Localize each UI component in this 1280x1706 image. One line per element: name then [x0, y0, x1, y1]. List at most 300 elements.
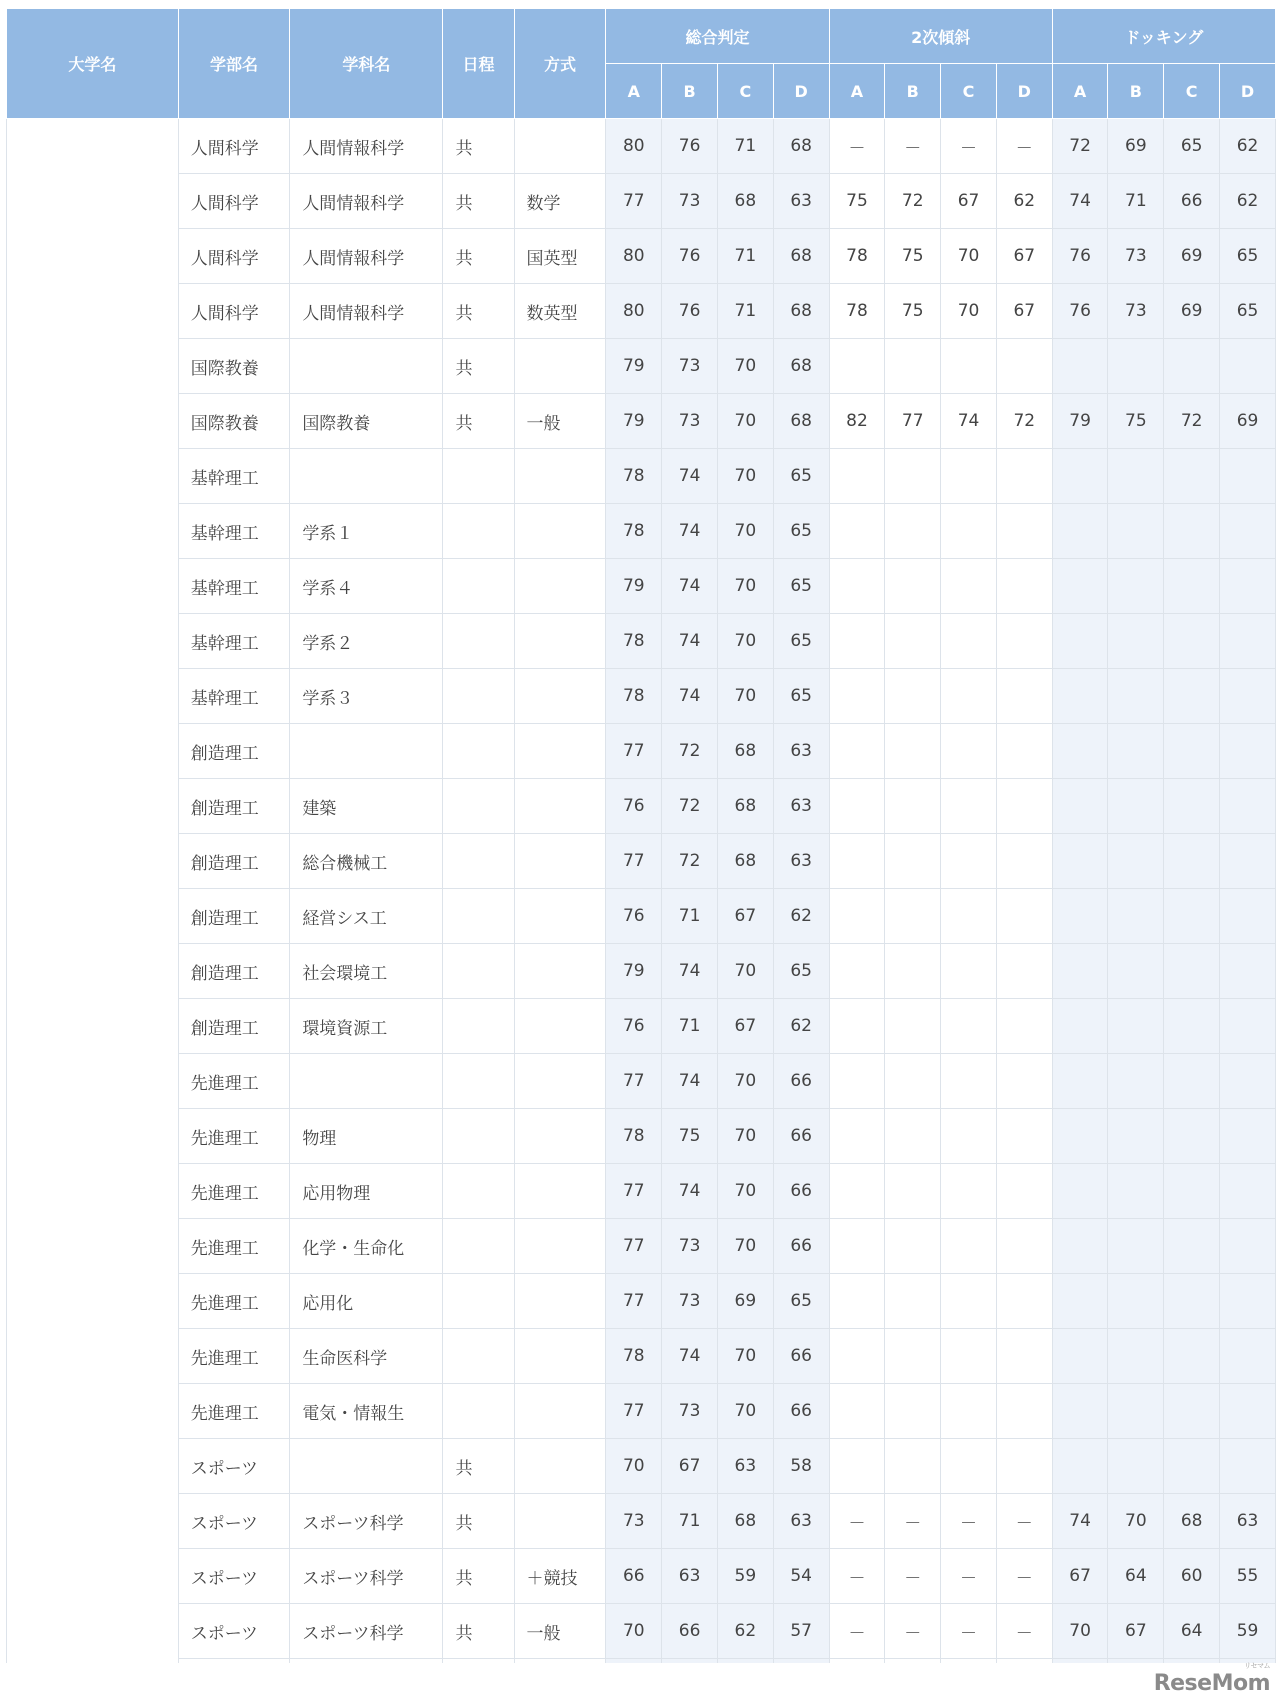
header-grade: B — [885, 64, 941, 119]
secondary-score-cell — [885, 1164, 941, 1219]
table-row — [7, 394, 1276, 449]
docking-score-cell: 62 — [1220, 119, 1276, 174]
total-score-cell: 63 — [773, 834, 829, 889]
method-cell — [514, 449, 606, 504]
total-score-cell: 65 — [773, 449, 829, 504]
secondary-score-cell — [996, 1054, 1052, 1109]
docking-score-cell — [1220, 834, 1276, 889]
docking-score-cell — [1108, 614, 1164, 669]
schedule-cell: 共 — [443, 284, 514, 339]
secondary-score-cell — [885, 1109, 941, 1164]
faculty-cell: 先進理工 — [178, 1164, 290, 1219]
schedule-cell — [443, 1109, 514, 1164]
docking-score-cell — [1220, 559, 1276, 614]
secondary-score-cell: 77 — [885, 394, 941, 449]
secondary-score-cell — [885, 669, 941, 724]
secondary-score-cell — [996, 449, 1052, 504]
table-row — [7, 1164, 1276, 1219]
docking-score-cell: 71 — [1108, 174, 1164, 229]
schedule-cell: 共 — [443, 229, 514, 284]
secondary-score-cell — [996, 724, 1052, 779]
total-score-cell: 71 — [717, 284, 773, 339]
total-score-cell: 66 — [773, 1384, 829, 1439]
secondary-score-cell — [885, 1439, 941, 1494]
docking-score-cell — [1052, 1164, 1108, 1219]
total-score-cell: 74 — [662, 1329, 718, 1384]
docking-score-cell: 79 — [1052, 394, 1108, 449]
docking-score-cell — [1220, 1109, 1276, 1164]
department-cell: スポーツ科学 — [290, 1494, 443, 1549]
faculty-cell: 先進理工 — [178, 1219, 290, 1274]
schedule-cell — [443, 724, 514, 779]
docking-score-cell: 70 — [1108, 1494, 1164, 1549]
table-row — [7, 1384, 1276, 1439]
table-header — [7, 9, 1276, 119]
empty-cell — [996, 1659, 1052, 1664]
secondary-score-cell: 72 — [885, 174, 941, 229]
docking-score-cell — [1164, 1164, 1220, 1219]
empty-cell — [1108, 1659, 1164, 1664]
header-faculty: 学部名 — [178, 9, 290, 119]
secondary-score-cell: 78 — [829, 284, 885, 339]
secondary-score-cell — [996, 1384, 1052, 1439]
schedule-cell: 共 — [443, 339, 514, 394]
secondary-score-cell — [941, 559, 997, 614]
docking-score-cell — [1052, 889, 1108, 944]
secondary-score-cell: 75 — [885, 229, 941, 284]
method-cell: 数英型 — [514, 284, 606, 339]
docking-score-cell: 60 — [1164, 1549, 1220, 1604]
total-score-cell: 66 — [606, 1549, 662, 1604]
docking-score-cell — [1164, 559, 1220, 614]
faculty-cell: 人間科学 — [178, 229, 290, 284]
department-cell: 物理 — [290, 1109, 443, 1164]
faculty-cell: 先進理工 — [178, 1329, 290, 1384]
table-row — [7, 1054, 1276, 1109]
total-score-cell: 72 — [662, 834, 718, 889]
total-score-cell: 67 — [717, 999, 773, 1054]
secondary-score-cell — [885, 889, 941, 944]
docking-score-cell — [1108, 1054, 1164, 1109]
total-score-cell: 79 — [606, 394, 662, 449]
secondary-score-cell — [829, 1329, 885, 1384]
table-row — [7, 1549, 1276, 1604]
method-cell — [514, 559, 606, 614]
docking-score-cell — [1164, 779, 1220, 834]
docking-score-cell: 72 — [1052, 119, 1108, 174]
table-row — [7, 504, 1276, 559]
method-cell: 一般 — [514, 394, 606, 449]
docking-score-cell — [1220, 724, 1276, 779]
faculty-cell: 創造理工 — [178, 999, 290, 1054]
total-score-cell: 80 — [606, 229, 662, 284]
table-body — [7, 119, 1276, 1664]
secondary-score-cell: － — [829, 1604, 885, 1659]
total-score-cell: 70 — [606, 1604, 662, 1659]
docking-score-cell — [1052, 1439, 1108, 1494]
total-score-cell: 78 — [606, 504, 662, 559]
total-score-cell: 70 — [717, 394, 773, 449]
secondary-score-cell — [829, 669, 885, 724]
secondary-score-cell — [829, 339, 885, 394]
total-score-cell: 68 — [773, 229, 829, 284]
header-grade: C — [1164, 64, 1220, 119]
total-score-cell: 63 — [773, 724, 829, 779]
docking-score-cell: 68 — [1164, 1494, 1220, 1549]
header-university: 大学名 — [7, 9, 179, 119]
docking-score-cell: 66 — [1164, 174, 1220, 229]
docking-score-cell — [1052, 834, 1108, 889]
docking-score-cell — [1220, 999, 1276, 1054]
secondary-score-cell — [941, 889, 997, 944]
total-score-cell: 73 — [662, 1274, 718, 1329]
secondary-score-cell: － — [996, 1604, 1052, 1659]
header-schedule: 日程 — [443, 9, 514, 119]
secondary-score-cell — [996, 834, 1052, 889]
department-cell: 経営シス工 — [290, 889, 443, 944]
total-score-cell: 80 — [606, 119, 662, 174]
docking-score-cell — [1220, 944, 1276, 999]
docking-score-cell: 76 — [1052, 284, 1108, 339]
schedule-cell — [443, 889, 514, 944]
secondary-score-cell — [829, 944, 885, 999]
secondary-score-cell — [829, 1164, 885, 1219]
table-row — [7, 1274, 1276, 1329]
header-group-total: 総合判定 — [606, 9, 829, 64]
faculty-cell: 創造理工 — [178, 834, 290, 889]
department-cell: 人間情報科学 — [290, 284, 443, 339]
total-score-cell: 71 — [717, 229, 773, 284]
total-score-cell: 65 — [773, 944, 829, 999]
header-grade: D — [773, 64, 829, 119]
department-cell: スポーツ科学 — [290, 1604, 443, 1659]
method-cell — [514, 944, 606, 999]
docking-score-cell — [1108, 669, 1164, 724]
schedule-cell — [443, 1164, 514, 1219]
docking-score-cell: 64 — [1164, 1604, 1220, 1659]
docking-score-cell — [1108, 1219, 1164, 1274]
secondary-score-cell — [829, 1384, 885, 1439]
total-score-cell: 70 — [717, 944, 773, 999]
total-score-cell: 63 — [773, 1494, 829, 1549]
docking-score-cell — [1220, 669, 1276, 724]
total-score-cell: 68 — [773, 394, 829, 449]
header-method: 方式 — [514, 9, 606, 119]
header-grade: B — [1108, 64, 1164, 119]
secondary-score-cell: － — [996, 119, 1052, 174]
total-score-cell: 70 — [717, 1109, 773, 1164]
method-cell — [514, 1494, 606, 1549]
total-score-cell: 78 — [606, 449, 662, 504]
method-cell — [514, 119, 606, 174]
docking-score-cell — [1108, 1274, 1164, 1329]
secondary-score-cell — [885, 504, 941, 559]
secondary-score-cell: － — [829, 119, 885, 174]
secondary-score-cell: 67 — [941, 174, 997, 229]
schedule-cell: 共 — [443, 394, 514, 449]
docking-score-cell — [1052, 1054, 1108, 1109]
table-row — [7, 119, 1276, 174]
total-score-cell: 70 — [717, 669, 773, 724]
table-row — [7, 559, 1276, 614]
secondary-score-cell — [941, 834, 997, 889]
secondary-score-cell — [829, 724, 885, 779]
table-row — [7, 1604, 1276, 1659]
total-score-cell: 76 — [662, 284, 718, 339]
docking-score-cell — [1220, 779, 1276, 834]
secondary-score-cell: 62 — [996, 174, 1052, 229]
secondary-score-cell: 67 — [996, 284, 1052, 339]
docking-score-cell: 72 — [1164, 394, 1220, 449]
secondary-score-cell — [885, 1054, 941, 1109]
total-score-cell: 76 — [606, 999, 662, 1054]
total-score-cell: 80 — [606, 284, 662, 339]
header-grade: A — [829, 64, 885, 119]
docking-score-cell — [1220, 1219, 1276, 1274]
total-score-cell: 70 — [717, 1384, 773, 1439]
schedule-cell — [443, 669, 514, 724]
secondary-score-cell — [941, 944, 997, 999]
table-row — [7, 1439, 1276, 1494]
total-score-cell: 63 — [717, 1439, 773, 1494]
total-score-cell: 74 — [662, 504, 718, 559]
total-score-cell: 70 — [717, 1164, 773, 1219]
secondary-score-cell — [885, 1329, 941, 1384]
secondary-score-cell — [996, 559, 1052, 614]
secondary-score-cell — [996, 1329, 1052, 1384]
department-cell: 学系４ — [290, 559, 443, 614]
header-group-docking: ドッキング — [1052, 9, 1275, 64]
table-row — [7, 1219, 1276, 1274]
docking-score-cell — [1108, 999, 1164, 1054]
faculty-cell: 人間科学 — [178, 174, 290, 229]
secondary-score-cell — [829, 889, 885, 944]
docking-score-cell — [1164, 1219, 1220, 1274]
secondary-score-cell: 72 — [996, 394, 1052, 449]
table-row-partial — [7, 1659, 1276, 1664]
docking-score-cell — [1052, 999, 1108, 1054]
secondary-score-cell — [829, 614, 885, 669]
secondary-score-cell: － — [885, 119, 941, 174]
total-score-cell: 74 — [662, 559, 718, 614]
secondary-score-cell — [996, 339, 1052, 394]
secondary-score-cell: － — [941, 1604, 997, 1659]
faculty-cell: 人間科学 — [178, 119, 290, 174]
secondary-score-cell: － — [885, 1549, 941, 1604]
total-score-cell: 59 — [717, 1549, 773, 1604]
header-grade: C — [717, 64, 773, 119]
docking-score-cell — [1220, 1439, 1276, 1494]
secondary-score-cell — [941, 779, 997, 834]
logo-text: ReseMom — [1153, 1671, 1270, 1696]
faculty-cell: 創造理工 — [178, 944, 290, 999]
table-row — [7, 174, 1276, 229]
secondary-score-cell — [996, 669, 1052, 724]
docking-score-cell — [1108, 504, 1164, 559]
docking-score-cell — [1108, 1439, 1164, 1494]
secondary-score-cell — [996, 889, 1052, 944]
faculty-cell: 先進理工 — [178, 1384, 290, 1439]
empty-cell — [290, 1659, 443, 1664]
method-cell — [514, 339, 606, 394]
docking-score-cell — [1108, 834, 1164, 889]
department-cell — [290, 339, 443, 394]
docking-score-cell — [1052, 614, 1108, 669]
docking-score-cell — [1052, 504, 1108, 559]
docking-score-cell — [1108, 449, 1164, 504]
total-score-cell: 79 — [606, 339, 662, 394]
total-score-cell: 65 — [773, 1274, 829, 1329]
schedule-cell: 共 — [443, 1494, 514, 1549]
secondary-score-cell — [941, 339, 997, 394]
schedule-cell — [443, 944, 514, 999]
faculty-cell: 国際教養 — [178, 394, 290, 449]
secondary-score-cell — [996, 999, 1052, 1054]
docking-score-cell — [1164, 669, 1220, 724]
docking-score-cell — [1164, 834, 1220, 889]
secondary-score-cell — [941, 504, 997, 559]
secondary-score-cell: － — [829, 1494, 885, 1549]
faculty-cell: 創造理工 — [178, 779, 290, 834]
docking-score-cell — [1052, 339, 1108, 394]
table-row — [7, 229, 1276, 284]
docking-score-cell: 74 — [1052, 174, 1108, 229]
total-score-cell: 71 — [717, 119, 773, 174]
empty-cell — [514, 1659, 606, 1664]
docking-score-cell: 55 — [1220, 1549, 1276, 1604]
header-grade: D — [1220, 64, 1276, 119]
table-row — [7, 889, 1276, 944]
table-row — [7, 1329, 1276, 1384]
empty-cell — [829, 1659, 885, 1664]
total-score-cell: 79 — [606, 944, 662, 999]
total-score-cell: 65 — [773, 559, 829, 614]
secondary-score-cell — [996, 1109, 1052, 1164]
secondary-score-cell — [996, 1439, 1052, 1494]
total-score-cell: 68 — [717, 174, 773, 229]
docking-score-cell: 59 — [1220, 1604, 1276, 1659]
total-score-cell: 62 — [773, 889, 829, 944]
total-score-cell: 77 — [606, 724, 662, 779]
secondary-score-cell — [885, 559, 941, 614]
total-score-cell: 66 — [773, 1109, 829, 1164]
secondary-score-cell — [829, 1109, 885, 1164]
total-score-cell: 66 — [773, 1054, 829, 1109]
score-table — [6, 8, 1276, 1663]
docking-score-cell — [1220, 339, 1276, 394]
faculty-cell: 国際教養 — [178, 339, 290, 394]
secondary-score-cell — [996, 1164, 1052, 1219]
secondary-score-cell — [885, 1219, 941, 1274]
docking-score-cell — [1108, 559, 1164, 614]
department-cell: 総合機械工 — [290, 834, 443, 889]
total-score-cell: 70 — [717, 504, 773, 559]
schedule-cell — [443, 1274, 514, 1329]
schedule-cell — [443, 1054, 514, 1109]
method-cell — [514, 834, 606, 889]
secondary-score-cell: 74 — [941, 394, 997, 449]
total-score-cell: 78 — [606, 1329, 662, 1384]
faculty-cell: 基幹理工 — [178, 449, 290, 504]
docking-score-cell — [1220, 1384, 1276, 1439]
total-score-cell: 76 — [662, 229, 718, 284]
docking-score-cell — [1164, 504, 1220, 559]
docking-score-cell — [1164, 944, 1220, 999]
total-score-cell: 71 — [662, 1494, 718, 1549]
secondary-score-cell: － — [885, 1604, 941, 1659]
total-score-cell: 78 — [606, 1109, 662, 1164]
total-score-cell: 77 — [606, 1219, 662, 1274]
method-cell — [514, 999, 606, 1054]
faculty-cell: 創造理工 — [178, 889, 290, 944]
total-score-cell: 70 — [717, 1054, 773, 1109]
secondary-score-cell — [996, 1219, 1052, 1274]
docking-score-cell — [1220, 1054, 1276, 1109]
department-cell: 国際教養 — [290, 394, 443, 449]
faculty-cell: スポーツ — [178, 1494, 290, 1549]
secondary-score-cell — [885, 944, 941, 999]
docking-score-cell: 65 — [1220, 229, 1276, 284]
docking-score-cell — [1220, 1329, 1276, 1384]
secondary-score-cell — [941, 1274, 997, 1329]
secondary-score-cell — [829, 559, 885, 614]
total-score-cell: 68 — [717, 834, 773, 889]
header-grade: A — [1052, 64, 1108, 119]
method-cell: 数学 — [514, 174, 606, 229]
department-cell: 人間情報科学 — [290, 229, 443, 284]
total-score-cell: 77 — [606, 1164, 662, 1219]
table-row — [7, 339, 1276, 394]
total-score-cell: 76 — [606, 889, 662, 944]
docking-score-cell: 65 — [1164, 119, 1220, 174]
total-score-cell: 78 — [606, 614, 662, 669]
empty-cell — [885, 1659, 941, 1664]
docking-score-cell — [1164, 614, 1220, 669]
total-score-cell: 65 — [773, 669, 829, 724]
secondary-score-cell — [829, 999, 885, 1054]
total-score-cell: 72 — [662, 724, 718, 779]
docking-score-cell — [1052, 669, 1108, 724]
schedule-cell — [443, 449, 514, 504]
faculty-cell: 創造理工 — [178, 724, 290, 779]
secondary-score-cell: － — [996, 1549, 1052, 1604]
empty-cell — [1052, 1659, 1108, 1664]
docking-score-cell — [1108, 1109, 1164, 1164]
faculty-cell: 基幹理工 — [178, 559, 290, 614]
secondary-score-cell: 78 — [829, 229, 885, 284]
docking-score-cell — [1164, 999, 1220, 1054]
secondary-score-cell — [885, 339, 941, 394]
docking-score-cell: 67 — [1108, 1604, 1164, 1659]
method-cell — [514, 669, 606, 724]
docking-score-cell: 73 — [1108, 229, 1164, 284]
secondary-score-cell — [829, 1439, 885, 1494]
docking-score-cell — [1052, 1274, 1108, 1329]
secondary-score-cell — [829, 1054, 885, 1109]
method-cell — [514, 1384, 606, 1439]
secondary-score-cell — [829, 1274, 885, 1329]
docking-score-cell — [1052, 1109, 1108, 1164]
total-score-cell: 75 — [662, 1109, 718, 1164]
total-score-cell: 67 — [662, 1439, 718, 1494]
department-cell: 建築 — [290, 779, 443, 834]
total-score-cell: 63 — [773, 174, 829, 229]
table-row — [7, 284, 1276, 339]
department-cell: 学系１ — [290, 504, 443, 559]
score-table-wrapper — [6, 8, 1276, 1663]
resemom-logo — [1153, 1662, 1270, 1696]
header-department: 学科名 — [290, 9, 443, 119]
